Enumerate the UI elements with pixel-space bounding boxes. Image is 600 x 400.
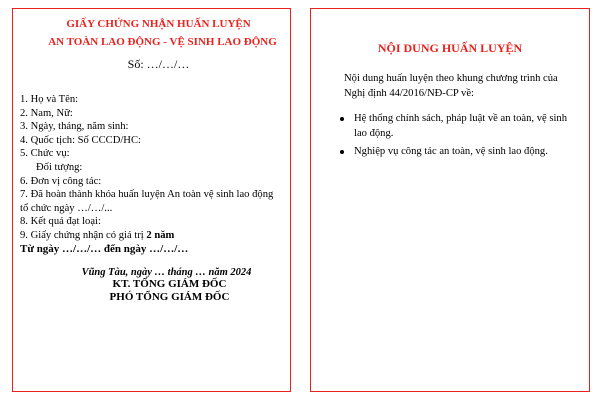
certificate-number: Số: …/…/… <box>127 57 190 71</box>
field-gender: 2. Nam, Nữ: <box>20 107 73 119</box>
signature-block <box>13 267 290 304</box>
list-item-text: Nghiệp vụ công tác an toàn, vệ sinh lao động. <box>354 146 548 157</box>
training-content-page <box>310 8 590 392</box>
signature-date: Vũng Tàu, ngày … tháng … năm 2024 <box>81 267 252 278</box>
list-item <box>335 112 569 141</box>
field-position: 5. Chức vụ: <box>20 148 70 160</box>
signer-title-line2: PHÓ TỔNG GIÁM ĐỐC <box>109 291 230 303</box>
list-item <box>335 145 569 160</box>
certificate-title-line2: AN TOÀN LAO ĐỘNG - VỆ SINH LAO ĐỘNG <box>48 36 277 48</box>
field-workplace: 6. Đơn vị công tác: <box>20 175 102 187</box>
content-title: NỘI DUNG HUẤN LUYỆN <box>377 41 523 55</box>
bullet-icon <box>340 117 344 121</box>
field-validity <box>20 229 284 243</box>
field-training-completed: 7. Đã hoàn thành khóa huấn luyện An toàn vệ sinh lao động tổ chức ngày …/…/... <box>20 189 274 214</box>
field-subject-group: Đối tượng: <box>36 161 83 173</box>
content-intro: Nội dung huấn luyện theo khung chương trình của Nghị định 44/2016/NĐ-CP về: <box>344 73 558 99</box>
valid-period: Từ ngày …/…/… đến ngày …/…/… <box>20 242 189 255</box>
field-date-of-birth: 3. Ngày, tháng, năm sinh: <box>20 121 129 133</box>
certificate-front-page <box>12 8 291 392</box>
content-list <box>335 112 569 164</box>
validity-years: 2 năm <box>146 229 175 241</box>
field-result-grade: 8. Kết quả đạt loại: <box>20 216 101 228</box>
signer-title-line1: KT. TỔNG GIÁM ĐỐC <box>112 278 227 290</box>
list-item-text: Hệ thống chính sách, pháp luật về an toàn, vệ sinh lao động. <box>354 113 567 139</box>
validity-prefix: 9. Giấy chứng nhận có giá trị <box>20 229 147 241</box>
bullet-icon <box>340 150 344 154</box>
certificate-fields <box>20 93 284 256</box>
field-full-name: 1. Họ và Tên: <box>20 94 79 105</box>
field-nationality-id: 4. Quốc tịch: Số CCCD/HC: <box>20 134 141 146</box>
certificate-title-line1: GIẤY CHỨNG NHẬN HUẤN LUYỆN <box>66 18 251 30</box>
